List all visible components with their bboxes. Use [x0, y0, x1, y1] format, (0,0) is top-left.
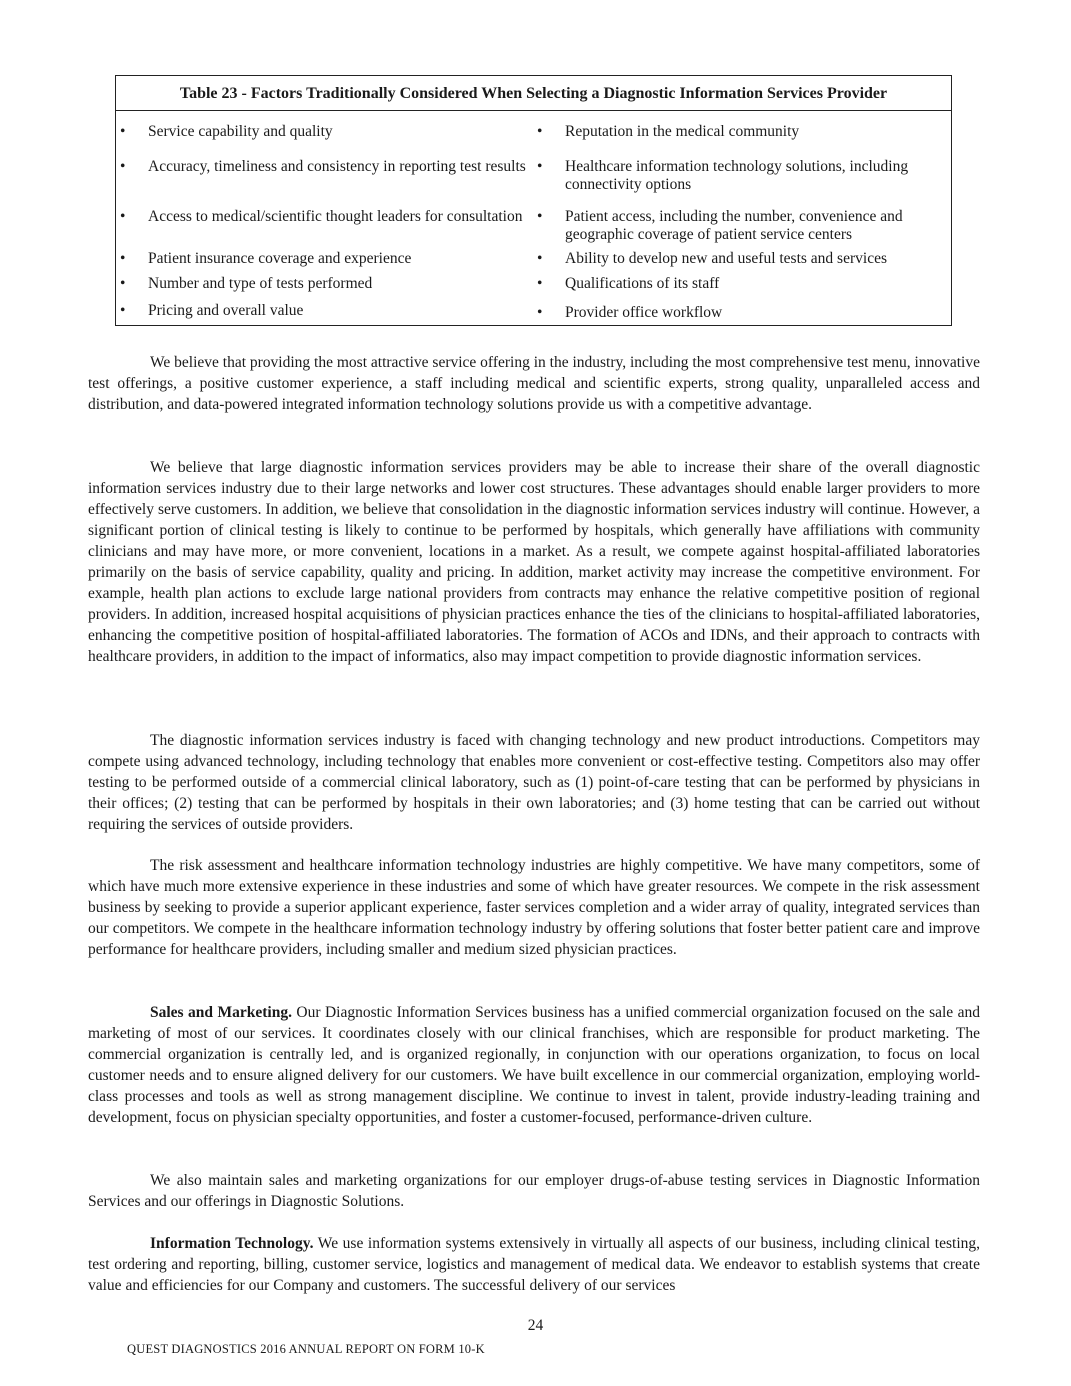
bullet-text: Access to medical/scientific thought leaders for consultation — [148, 208, 523, 225]
bullet-icon: • — [537, 208, 543, 225]
paragraph-text: We also maintain sales and marketing organizations for our employer drugs-of-abuse testing services in Diagnostic Information Services and our offerings in Diagnostic Solutions. — [88, 1172, 980, 1210]
bullet-text: Ability to develop new and useful tests and services — [565, 250, 887, 267]
page-footer: QUEST DIAGNOSTICS 2016 ANNUAL REPORT ON FORM 10-K — [127, 1342, 485, 1356]
paragraph-text: We believe that large diagnostic information services providers may be able to increase their share of the overall diagnostic information services industry due to their large networks and lower cost structures. These advantages should enable larger providers to more effectively serve customers. In addition, we believe that consolidation in the diagnostic information services industry will continue. However, a significant portion of clinical testing is likely to continue to be performed by hospitals, which generally have affiliations with community clinicians and may have more, or more convenient, locations in a market. As a result, we compete against hospital-affiliated laboratories primarily on the basis of service capability, quality and pricing. In addition, market activity may increase the competitive environment. For example, health plan actions to exclude large national providers from contracts may enhance the relative competitive position of regional providers. In addition, increased hospital acquisitions of physician practices enhance the ties of the clinicians to hospital-affiliated laboratories, enhancing the competitive position of hospital-affiliated laboratories. The formation of ACOs and IDNs, and their approach to contracts with healthcare providers, in addition to the impact of informatics, also may impact competition to provide diagnostic information services. — [88, 459, 980, 665]
paragraph-risk-assessment — [88, 855, 980, 960]
table-title: Table 23 - Factors Traditionally Considered When Selecting a Diagnostic Information Services Provider — [116, 76, 951, 111]
paragraph-text: Our Diagnostic Information Services business has a unified commercial organization focused on the sale and marketing of most of our services. It coordinates closely with our clinical franchises, which are responsible for product marketing. The commercial organization is centrally led, and is organized regionally, in conjunction with our operations organization, to focus on local customer needs and to ensure aligned delivery for our customers. We have built excellence in our commercial organization, employing world-class processes and tools as well as strong management discipline. We continue to invest in talent, provide industry-leading training and development, focus on physician specialty opportunities, and foster a customer-focused, performance-driven culture. — [88, 1004, 980, 1126]
bullet-icon: • — [120, 250, 126, 267]
paragraph-changing-technology — [88, 730, 980, 835]
bullet-icon: • — [120, 302, 126, 319]
page-number: 24 — [527, 1317, 544, 1334]
paragraph-text: We believe that providing the most attractive service offering in the industry, including the most comprehensive test menu, innovative test offerings, a positive customer experience, a staff including medical and scientific experts, strong quality, unparalleled access and distribution, and data-powered integrated information technology solutions provide us with a competitive advantage. — [88, 354, 980, 413]
bullet-icon: • — [537, 275, 543, 292]
paragraph-sales-marketing — [88, 1002, 980, 1128]
bullet-text: Patient insurance coverage and experience — [148, 250, 412, 267]
bullet-icon: • — [120, 123, 126, 140]
paragraph-text: We use information systems extensively in virtually all aspects of our business, including clinical testing, test ordering and reporting, billing, customer service, logistics and management of medical data. We endeavor to establish systems that create value and efficiencies for our Company and customers. The successful delivery of our services — [88, 1235, 980, 1294]
bullet-text: Accuracy, timeliness and consistency in reporting test results — [148, 158, 526, 175]
paragraph-industry-consolidation — [88, 457, 980, 667]
bullet-icon: • — [537, 250, 543, 267]
paragraph-competitive-advantage — [88, 352, 980, 415]
factors-table — [115, 75, 952, 326]
section-heading: Information Technology. — [150, 1235, 314, 1252]
bullet-text: Provider office workflow — [565, 304, 723, 321]
bullet-icon: • — [537, 304, 543, 321]
bullet-text: Healthcare information technology solutions, including connectivity options — [565, 158, 909, 193]
bullet-icon: • — [120, 208, 126, 225]
bullet-icon: • — [537, 123, 543, 140]
paragraph-text: The risk assessment and healthcare information technology industries are highly competitive. We have many competitors, some of which have much more extensive experience in these industries and some of which have greater resources. We compete in the risk assessment business by seeking to provide a superior applicant experience, faster services completion and a wider array of quality, integrated services than our competitors. We compete in the healthcare information technology industry by offering solutions that foster better patient care and improve performance for healthcare providers, including smaller and medium sized physician practices. — [88, 857, 980, 958]
paragraph-information-technology — [88, 1233, 980, 1296]
bullet-icon: • — [120, 158, 126, 175]
bullet-icon: • — [537, 158, 543, 175]
section-heading: Sales and Marketing. — [150, 1004, 292, 1021]
bullet-text: Service capability and quality — [148, 123, 333, 140]
bullet-text: Patient access, including the number, convenience and geographic coverage of patient service centers — [565, 208, 903, 243]
bullet-text: Qualifications of its staff — [565, 275, 720, 292]
bullet-text: Pricing and overall value — [148, 302, 304, 319]
bullet-text: Reputation in the medical community — [565, 123, 800, 140]
paragraph-drugs-of-abuse — [88, 1170, 980, 1212]
bullet-text: Number and type of tests performed — [148, 275, 373, 292]
paragraph-text: The diagnostic information services industry is faced with changing technology and new product introductions. Competitors may compete using advanced technology, including technology that enables more convenient or cost-effective testing. Competitors also may offer testing to be performed outside of a commercial clinical laboratory, such as (1) point-of-care testing that can be performed by physicians in their offices; (2) testing that can be performed by hospitals in their own laboratories; and (3) home testing that can be carried out without requiring the services of outside providers. — [88, 732, 980, 833]
bullet-icon: • — [120, 275, 126, 292]
